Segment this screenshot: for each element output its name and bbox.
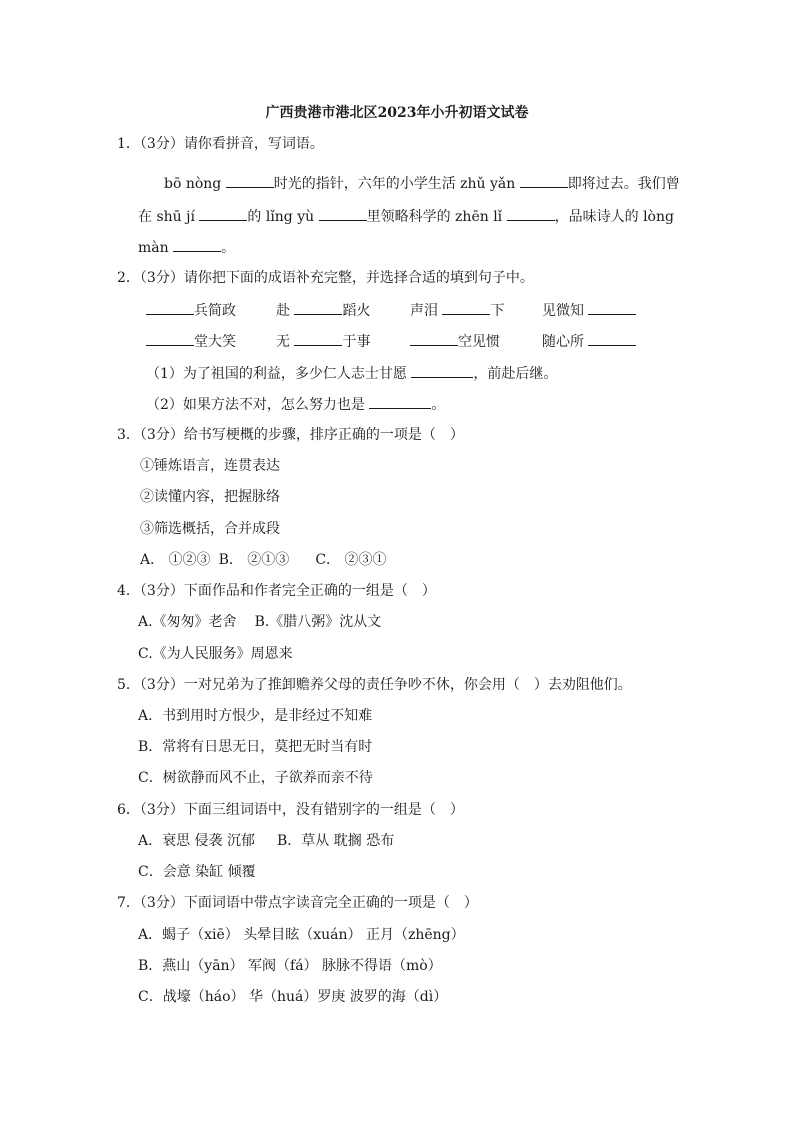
q5-option-b[interactable]: B．常将有日思无日，莫把无时当有时 — [138, 739, 373, 755]
idiom-fragment: 声泪 — [410, 303, 438, 319]
q6-option-c[interactable]: C．会意 染缸 倾覆 — [138, 864, 256, 880]
q7-option-b[interactable]: B．燕山（yān） 军阀（fá） 脉脉不得语（mò） — [138, 958, 442, 974]
answer-blank[interactable] — [173, 237, 221, 252]
answer-blank[interactable] — [226, 173, 274, 188]
q5-stem: 5．（3分）一对兄弟为了推卸赡养父母的责任争吵不休，你会用（ ）去劝阻他们。 — [117, 677, 632, 693]
answer-blank[interactable] — [507, 206, 555, 221]
q2-sentence-text: 。 — [431, 397, 446, 413]
idiom-fragment: 下 — [490, 303, 505, 319]
q1-text: màn — [138, 240, 169, 256]
answer-blank[interactable] — [146, 331, 194, 346]
answer-blank[interactable] — [588, 331, 636, 346]
answer-blank[interactable] — [369, 394, 431, 409]
q2-sentence-text: （2）如果方法不对，怎么努力也是 — [146, 397, 365, 413]
answer-blank[interactable] — [410, 331, 458, 346]
q3-option-b[interactable]: B． ②①③ — [218, 552, 290, 568]
q6-option-b[interactable]: B．草从 耽搁 恐布 — [277, 833, 395, 849]
q3-step-1: ①锤炼语言，连贯表达 — [140, 458, 280, 474]
idiom-fragment: 赴 — [276, 303, 290, 319]
q2-sentence-text: ，前赴后继。 — [473, 366, 558, 382]
q2-sentence-text: （1）为了祖国的利益，多少仁人志士甘愿 — [146, 366, 407, 382]
q3-option-a[interactable]: A． ①②③ — [140, 552, 211, 568]
answer-blank[interactable] — [199, 206, 247, 221]
q2-sentence-2 — [146, 394, 445, 415]
page-title: 广西贵港市港北区2023年小升初语文试卷 — [265, 105, 529, 121]
q1-line2 — [138, 206, 674, 227]
answer-blank[interactable] — [319, 206, 367, 221]
q1-text: 时光的指针，六年的小学生活 zhǔ yǎn — [273, 176, 516, 192]
q1-text: 的 lǐng yù — [247, 209, 315, 225]
answer-blank[interactable] — [442, 300, 490, 315]
idiom-fragment: 蹈火 — [342, 303, 371, 319]
pinyin-bonong: bō nòng — [164, 176, 222, 192]
q6-option-a[interactable]: A．衰思 侵袭 沉郁 — [138, 833, 256, 849]
q3-step-3: ③筛选概括，合并成段 — [140, 521, 280, 537]
q3-option-c[interactable]: C． ②③① — [315, 552, 387, 568]
q7-option-c[interactable]: C．战壕（háo） 华（huá）罗庚 波罗的海（dì） — [138, 989, 448, 1005]
idiom-fragment: 堂大笑 — [194, 334, 236, 350]
q5-option-a[interactable]: A．书到用时方恨少，是非经过不知难 — [138, 708, 373, 724]
q3-stem: 3．（3分）给书写梗概的步骤，排序正确的一项是（ ） — [117, 427, 464, 443]
answer-blank[interactable] — [411, 363, 473, 378]
q2-sentence-1 — [146, 363, 557, 384]
idiom-fragment: 空见惯 — [458, 334, 500, 350]
q1-text: 在 shū jí — [138, 209, 195, 225]
q1-text: 即将过去。我们曾 — [567, 176, 680, 192]
q6-stem: 6．（3分）下面三组词语中，没有错别字的一组是（ ） — [117, 802, 464, 818]
q3-step-2: ②读懂内容，把握脉络 — [140, 489, 280, 505]
q4-options-row — [138, 612, 381, 632]
answer-blank[interactable] — [520, 173, 568, 188]
answer-blank[interactable] — [146, 300, 194, 315]
q2-stem: 2．（3分）请你把下面的成语补充完整，并选择合适的填到句子中。 — [117, 270, 534, 286]
q6-options-row — [138, 831, 394, 851]
idiom-fragment: 随心所 — [542, 334, 584, 350]
q1-text: 里领略科学的 zhēn lǐ — [366, 209, 503, 225]
idiom-fragment: 于事 — [342, 334, 371, 350]
idiom-fragment: 无 — [276, 334, 290, 350]
q4-option-b[interactable]: B.《腊八粥》沈从文 — [254, 614, 382, 630]
q1-stem: 1．（3分）请你看拼音，写词语。 — [117, 136, 324, 152]
q1-text: ，品味诗人的 lòng — [554, 209, 674, 225]
q7-stem: 7．（3分）下面词语中带点字读音完全正确的一项是（ ） — [117, 895, 478, 911]
q4-option-c[interactable]: C.《为人民服务》周恩来 — [138, 646, 293, 662]
q7-option-a[interactable]: A．蝎子（xiē） 头晕目眩（xuán） 正月（zhēng） — [138, 927, 465, 943]
q1-line1 — [164, 173, 680, 194]
q5-option-c[interactable]: C．树欲静而风不止，子欲养而亲不待 — [138, 770, 373, 786]
idiom-fragment: 见微知 — [542, 303, 584, 319]
answer-blank[interactable] — [294, 331, 342, 346]
answer-blank[interactable] — [588, 300, 636, 315]
q1-line3 — [138, 237, 235, 258]
q4-option-a[interactable]: A.《匆匆》老舍 — [138, 614, 237, 630]
q1-text: 。 — [221, 240, 236, 256]
answer-blank[interactable] — [294, 300, 342, 315]
q3-options — [140, 550, 386, 570]
q2-idiom-row-2 — [146, 331, 666, 351]
idiom-fragment: 兵简政 — [194, 303, 236, 319]
q4-stem: 4．（3分）下面作品和作者完全正确的一组是（ ） — [117, 583, 436, 599]
q2-idiom-row-1 — [146, 300, 666, 320]
